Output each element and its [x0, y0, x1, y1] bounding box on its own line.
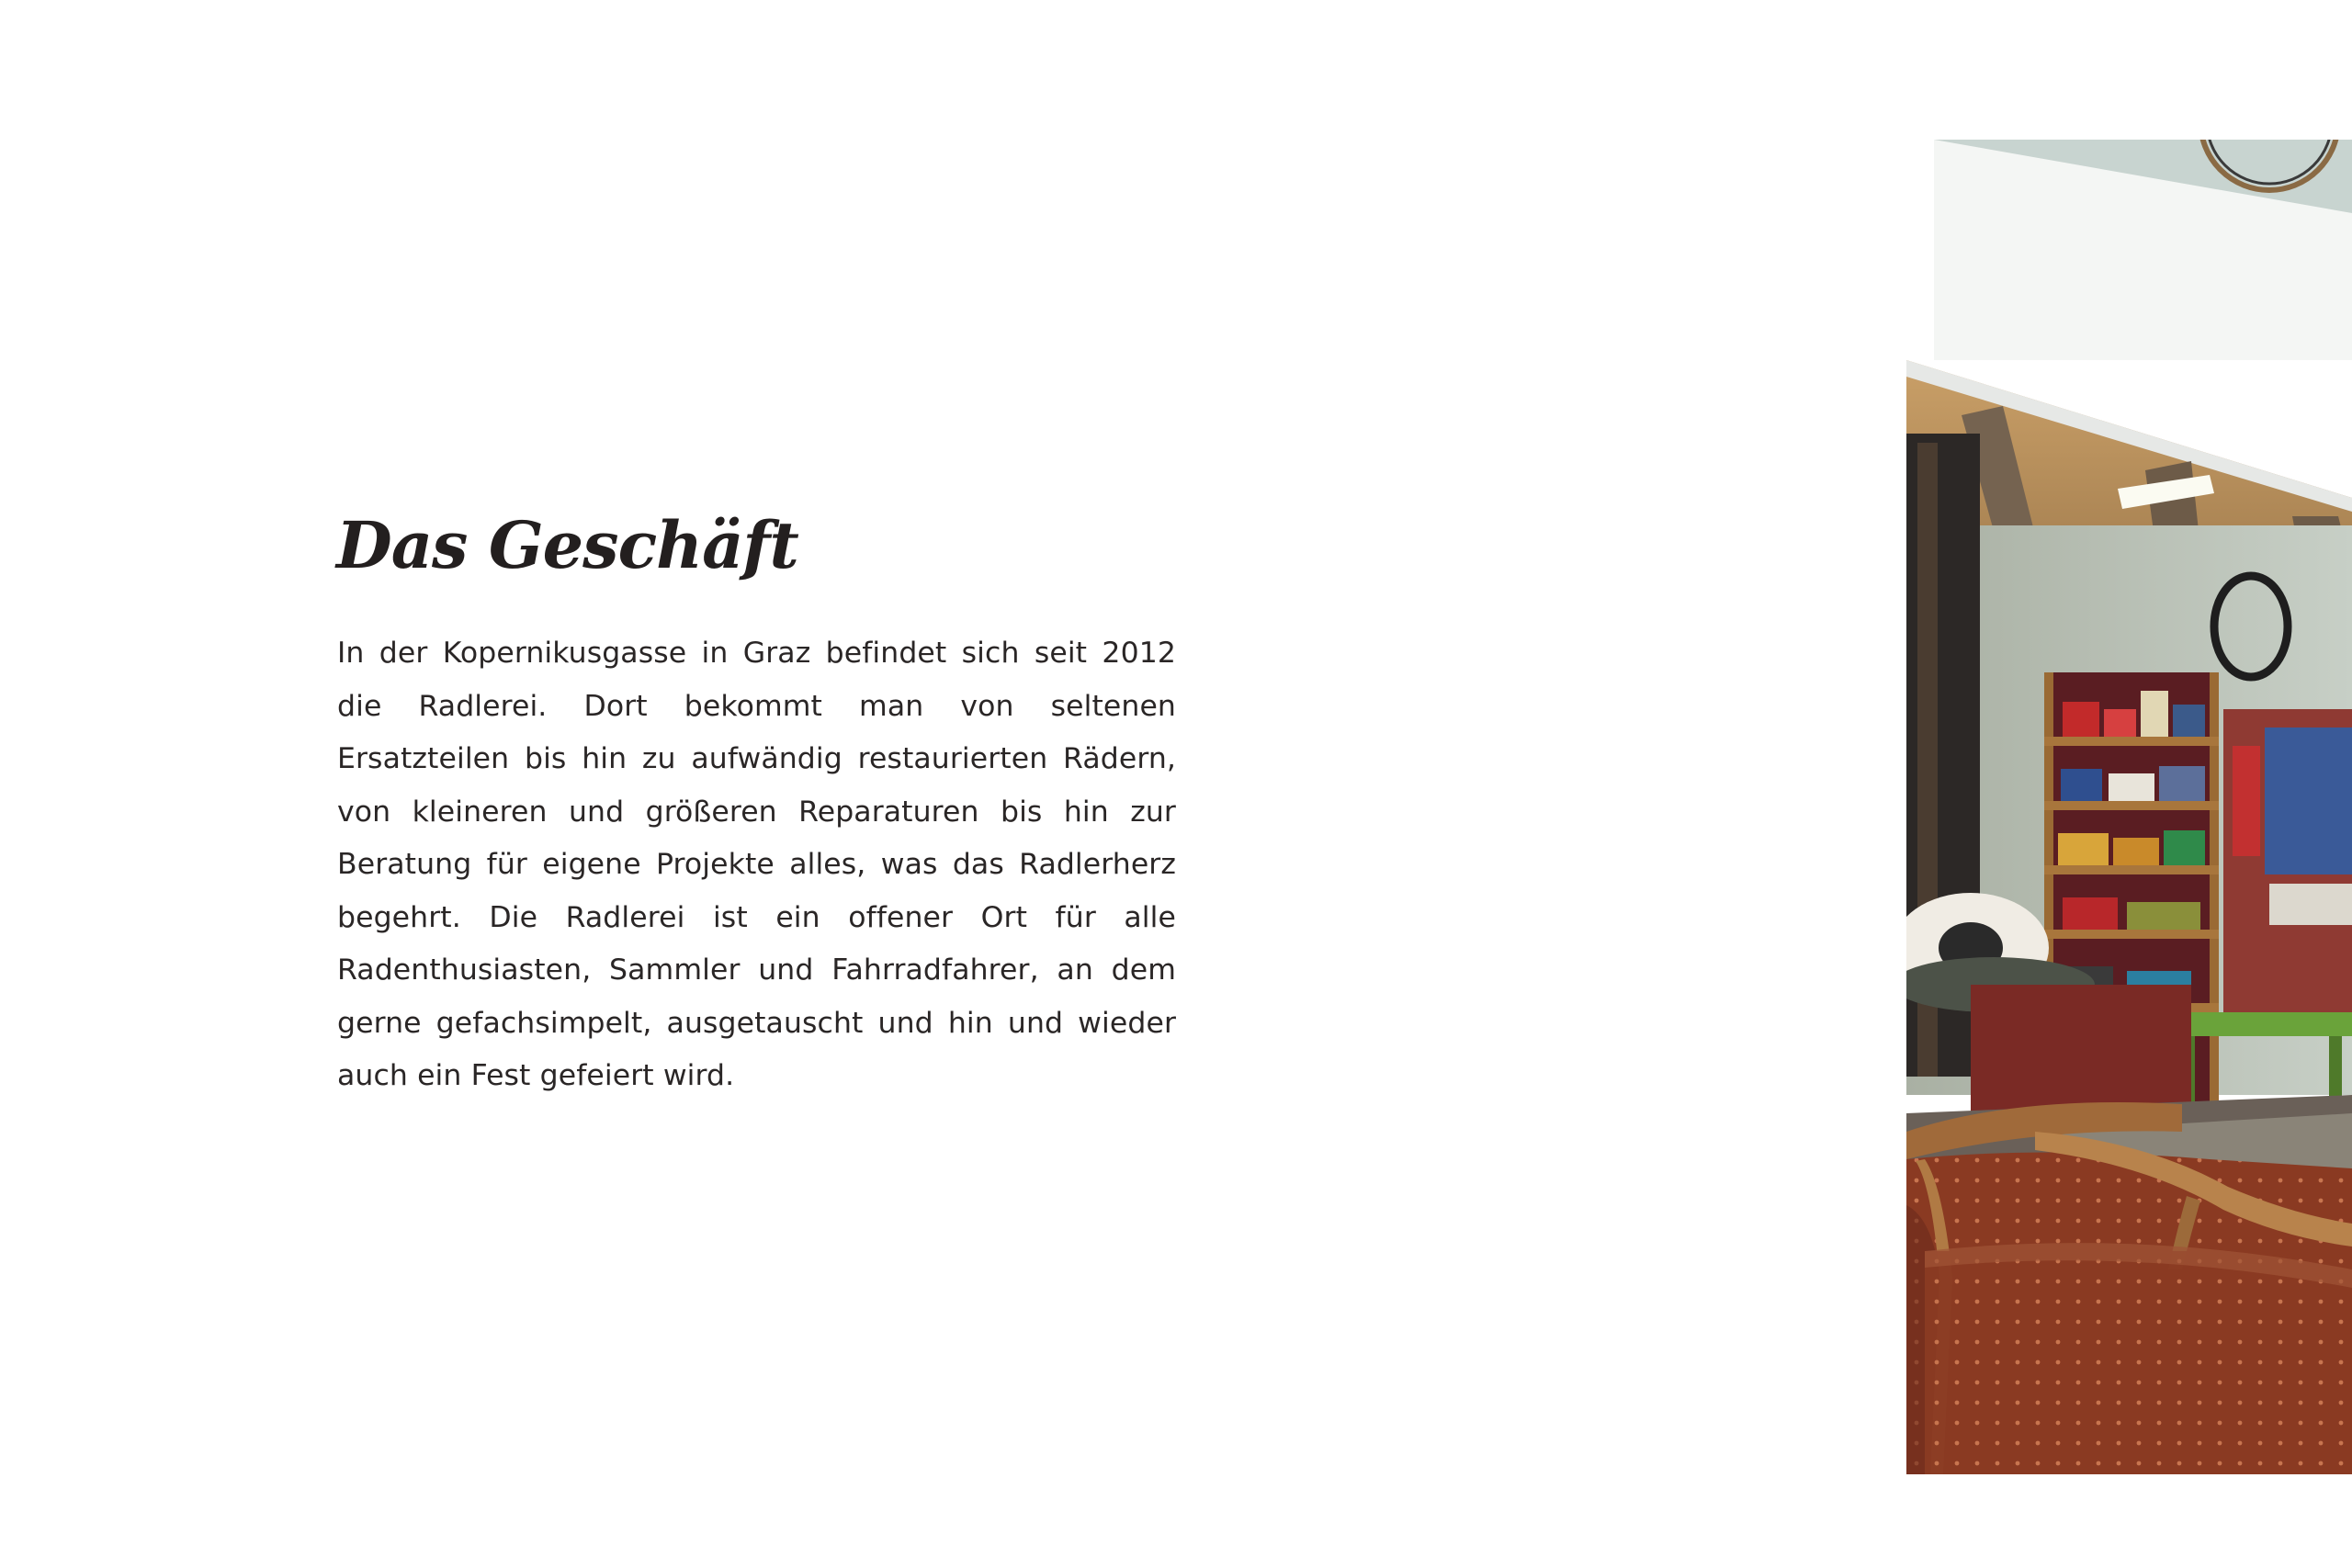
- shop-interior-photo: [1906, 140, 2352, 1474]
- section-title: Das Geschäft: [336, 507, 798, 583]
- section-body: In der Kopernikusgasse in Graz befindet sich seit 2012 die Radlerei. Dort bekommt man von seltenen Ersatzteilen bis hin zu aufwändig restaurierten Rädern, von kleineren und größeren Reparaturen bis hin zur Beratung für eigene Projekte alles, was das Radlerherz begehrt. Die Radlerei ist ein offener Ort für alle Radenthusiasten, Sammler und Fahrradfahrer, an dem gerne gefachsimpelt, ausgetauscht und hin und wieder auch ein Fest gefeiert wird.: [337, 637, 1176, 1092]
